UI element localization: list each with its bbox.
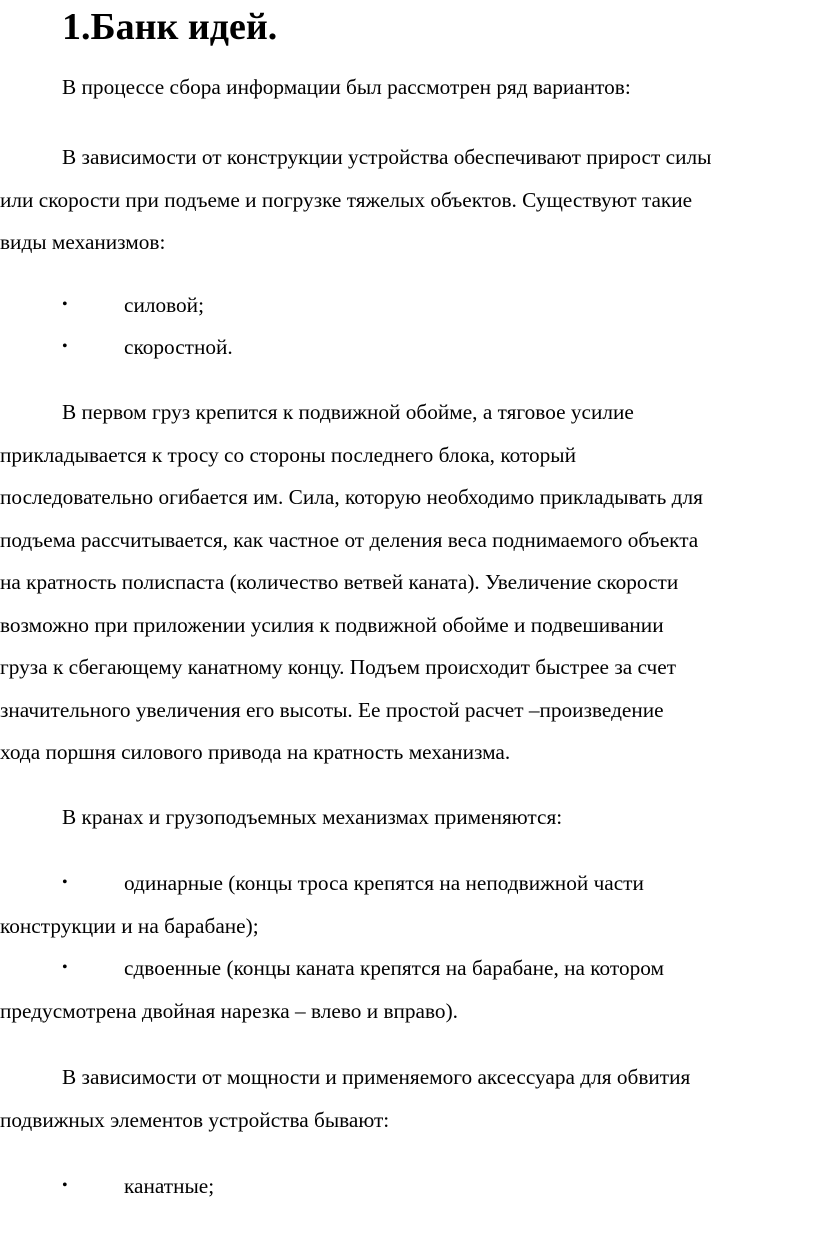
list-item-rope [0,1165,816,1208]
paragraph-line: В зависимости от конструкции устройства обеспечивают прирост силы [62,145,712,169]
paragraph-line: на кратность полиспаста (количество ветвей каната). Увеличение скорости [0,570,679,594]
paragraph-line: груза к сбегающему канатному концу. Подъем происходит быстрее за счет [0,655,677,679]
paragraph-line: В процессе сбора информации был рассмотрен ряд вариантов: [62,75,631,99]
paragraph-line: возможно при приложении усилия к подвижной обойме и подвешивании [0,612,664,637]
list-item-double [0,947,816,1032]
section-heading: 1.Банк идей. [62,6,278,48]
paragraph-line: значительного увеличения его высоты. Ее простой расчет –произведение [0,697,664,722]
list-item-speed [0,326,816,369]
bullet-marker: • [62,1177,68,1194]
list-item-text: сдвоенные (концы каната крепятся на барабане, на котором [124,956,664,980]
paragraph-line: подвижных элементов устройства бывают: [0,1107,390,1132]
mechanism-types-paragraph [0,136,816,264]
power-dependency-paragraph [0,1056,816,1141]
paragraph-line: В зависимости от мощности и применяемого аксессуара для обвития [62,1065,691,1089]
cranes-paragraph [0,796,816,839]
paragraph-line: последовательно огибается им. Сила, которую необходимо прикладывать для [0,485,703,509]
bullet-marker: • [62,959,68,976]
list-item-text: предусмотрена двойная нарезка – влево и вправо). [0,998,458,1023]
paragraph-line: или скорости при подъеме и погрузке тяжелых объектов. Существуют такие [0,187,693,212]
paragraph-line: виды механизмов: [0,230,166,254]
list-item-power [0,284,816,327]
bullet-marker: • [62,874,68,891]
list-item-single [0,862,816,947]
list-item-text: силовой; [124,293,204,317]
list-item-text: скоростной. [124,335,233,359]
paragraph-line: хода поршня силового привода на кратность механизма. [0,740,511,764]
bullet-marker: • [62,296,68,313]
intro-paragraph [0,66,816,109]
list-item-text: одинарные (концы троса крепятся на неподвижной части [124,871,644,895]
bullet-marker: • [62,338,68,355]
list-item-text: канатные; [124,1174,215,1198]
paragraph-line: В первом груз крепится к подвижной обойме, а тяговое усилие [62,400,634,424]
list-item-text: конструкции и на барабане); [0,913,259,938]
principle-paragraph [0,391,816,774]
paragraph-line: подъема рассчитывается, как частное от деления веса поднимаемого объекта [0,527,699,552]
paragraph-line: В кранах и грузоподъемных механизмах применяются: [62,805,563,829]
paragraph-line: прикладывается к тросу со стороны последнего блока, который [0,442,576,467]
